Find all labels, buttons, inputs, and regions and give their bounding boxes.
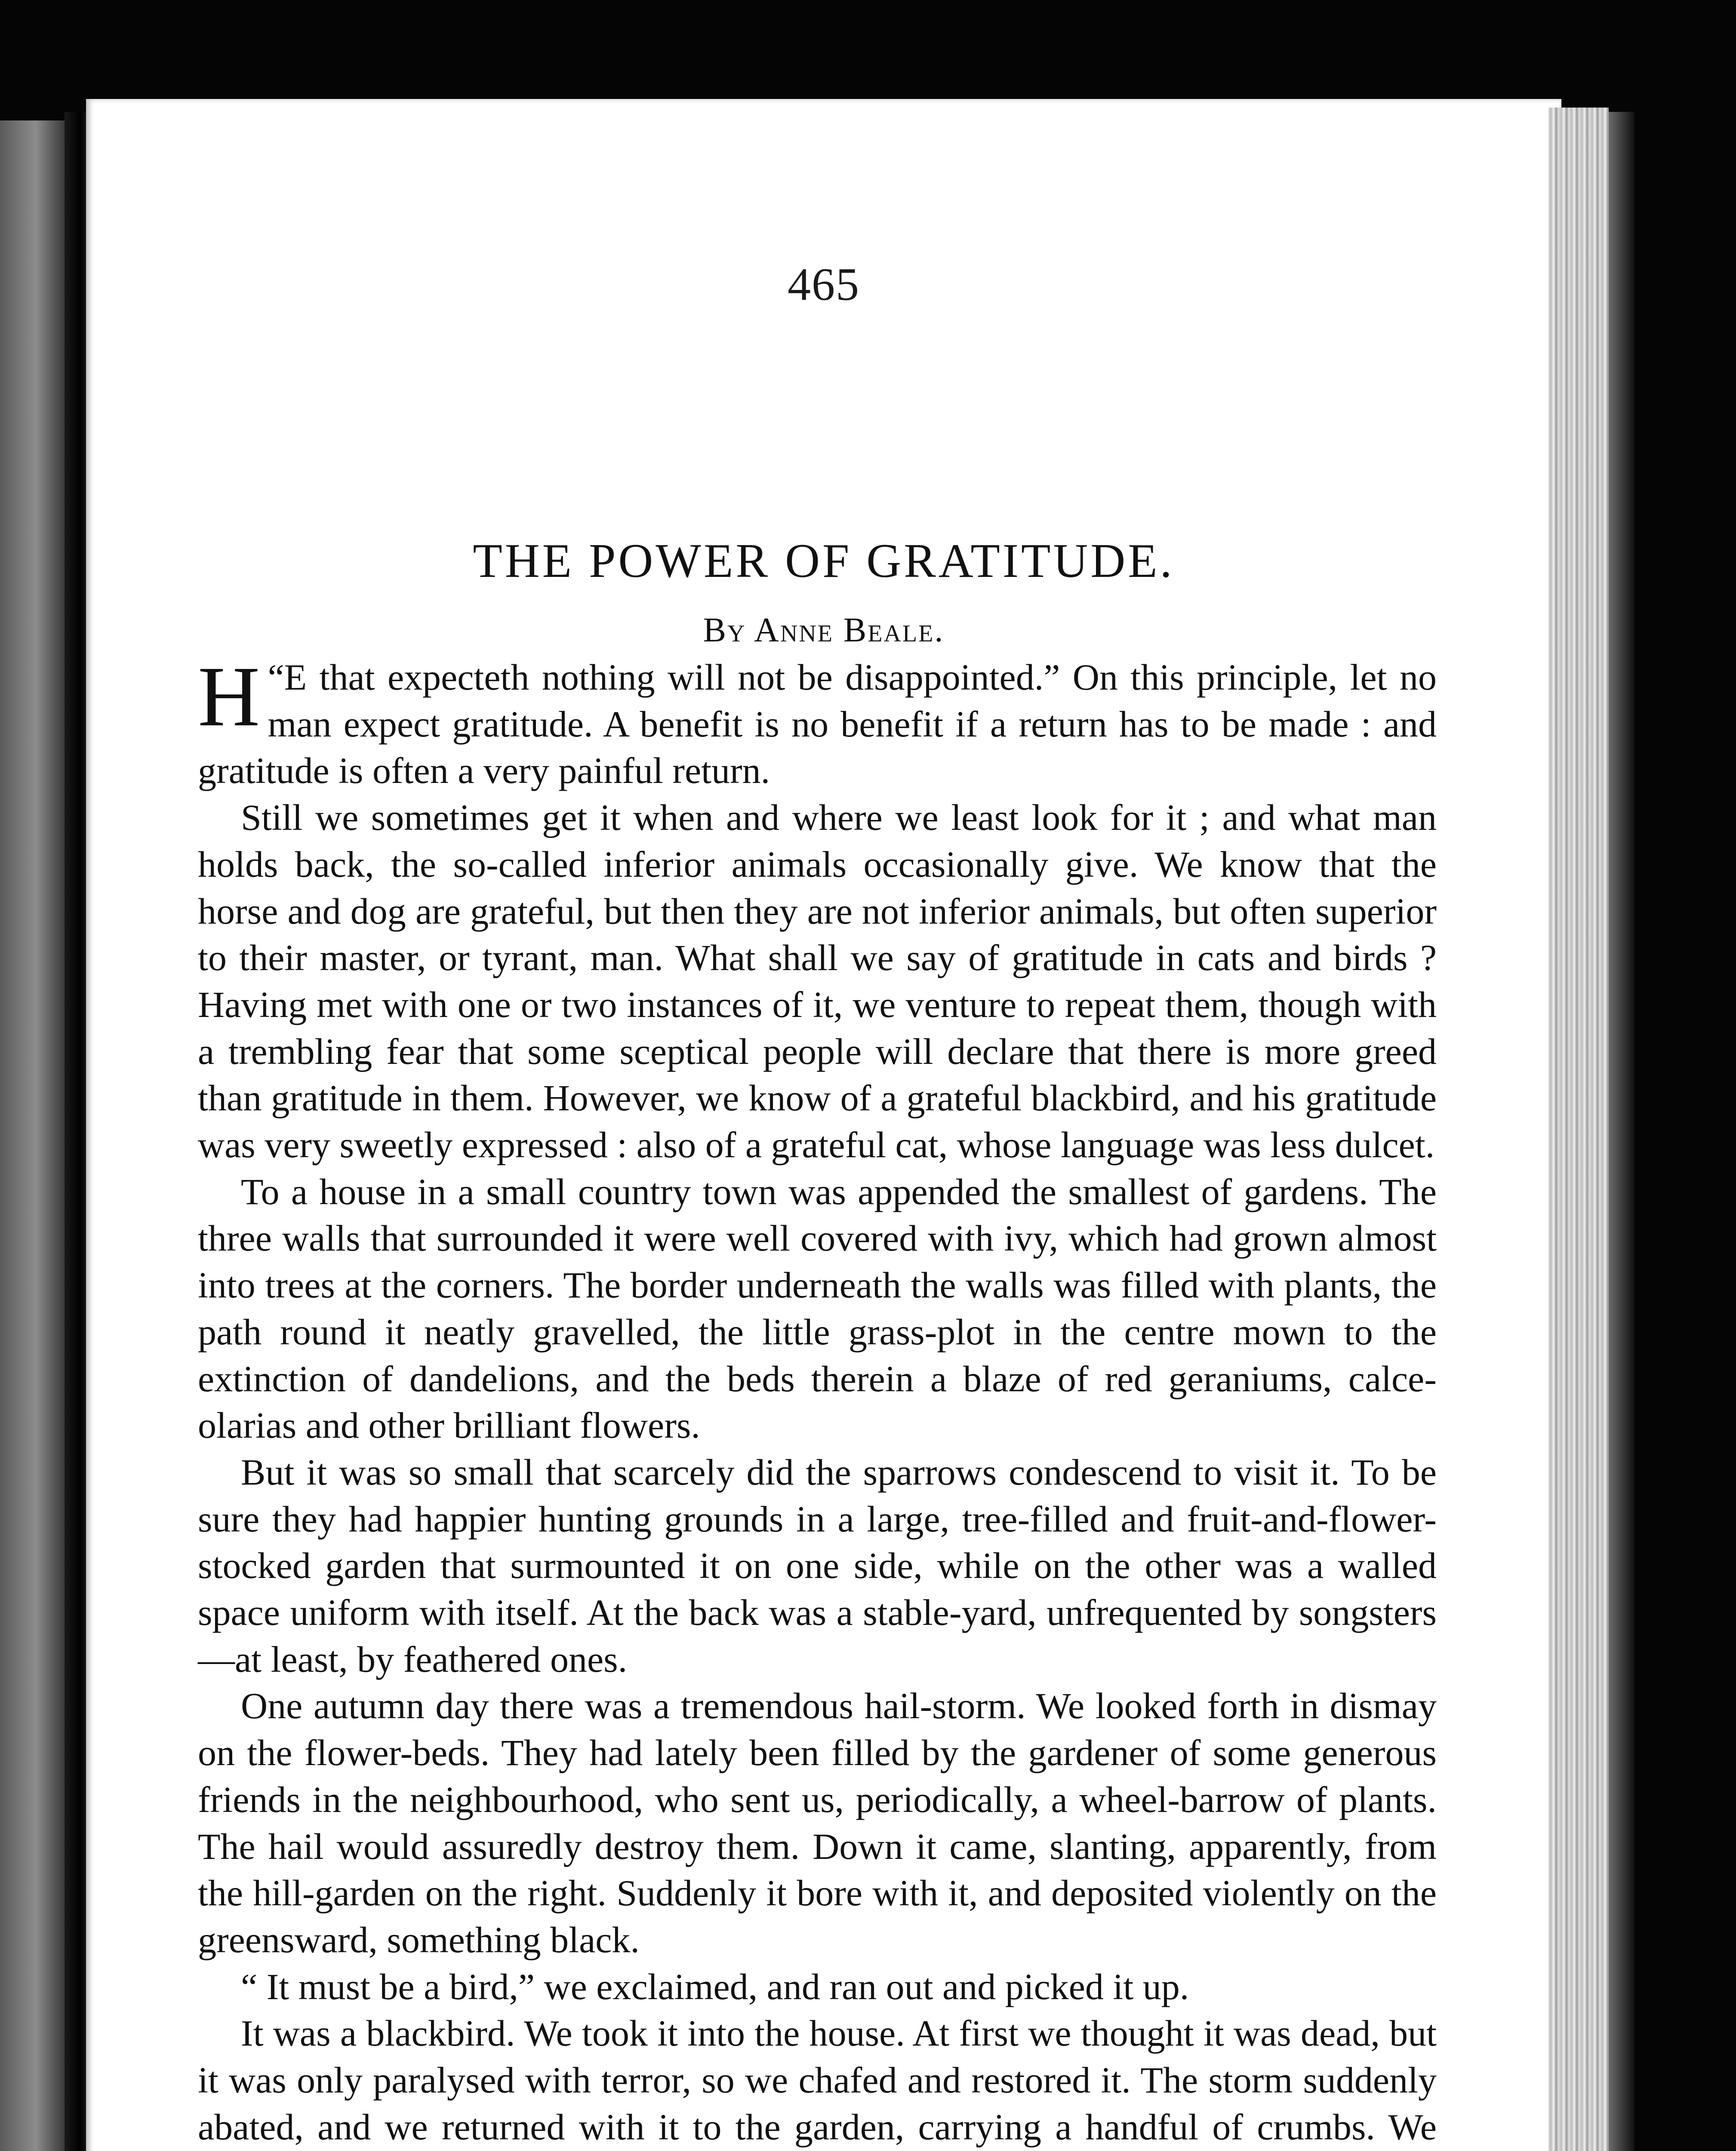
article-body — [198, 649, 1437, 2151]
paragraph-1-text: E that expecteth nothing will not be disappointed.” On this principle, let no man expect gratitude. A benefit is no benefit if a return has to be made : and gratitude is often a very painful return. — [198, 656, 1437, 792]
paragraph-5: One autumn day there was a tremendous hail-storm. We looked forth in dismay on the flower-beds. They had lately been filled by the gardener of some generous friends in the neighbourhood, who sent us, periodically, a wheel-barrow of plants. The hail would assuredly destroy them. Down it came, slanting, apparently, from the hill-garden on the right. Suddenly it bore with it, and deposited violently on the greensward, something black. — [198, 1685, 1437, 1960]
paragraph-6: “ It must be a bird,” we exclaimed, and ran out and picked it up. — [241, 1966, 1189, 2007]
opening-quote: “ — [268, 656, 284, 698]
facing-page-edge — [0, 120, 65, 2151]
paragraph-1 — [198, 649, 1437, 794]
page-stack-shadow — [1609, 112, 1634, 2151]
drop-cap: H — [198, 649, 260, 744]
page-stack-edges — [1548, 108, 1609, 2151]
article-title: THE POWER OF GRATITUDE. — [473, 534, 1175, 588]
paragraph-7: It was a blackbird. We took it into the house. At first we thought it was dead, but it was only paralysed with terror, so we chafed and restored it. The storm suddenly abated, and we returned with it to the garden, carrying a handful of crumbs. We — [198, 2012, 1437, 2148]
paragraph-2: Still we sometimes get it when and where we least look for it ; and what man holds back, the so-called inferior animals occasionally give. We know that the horse and dog are grateful, but then they are not inferior animals, but often superior to their master, or tyrant, man. What shall we say of gratitude in cats and birds ? Having met with one or two instances of it, we venture to repeat them, though with a trembling fear that some sceptical people will declare that there is more greed than gratitude in them. However, we know of a grateful blackbird, and his gratitude was very sweetly expressed : also of a grateful cat, whose language was less dulcet. — [198, 797, 1437, 1166]
paragraph-3: To a house in a small country town was appended the smallest of gardens. The three walls that surrounded it were well covered with ivy, which had grown almost into trees at the corners. The border underneath the walls was filled with plants, the path round it neatly gravelled, the little grass-plot in the centre mown to the extinction of dandelions, and the beds therein a blaze of red geraniums, calce-olarias and other brilliant flowers. — [198, 1171, 1437, 1446]
page-number: 465 — [788, 259, 860, 310]
article-byline: By Anne Beale. — [703, 611, 945, 649]
book-page — [86, 99, 1561, 2151]
paragraph-4: But it was so small that scarcely did the sparrows condescend to visit it. To be sure they had happier hunting grounds in a large, tree-filled and fruit-and-flower-stocked garden that surmounted it on one side, while on the other was a walled space uniform with itself. At the back was a stable-yard, unfrequented by songsters—at least, by feathered ones. — [198, 1451, 1437, 1680]
